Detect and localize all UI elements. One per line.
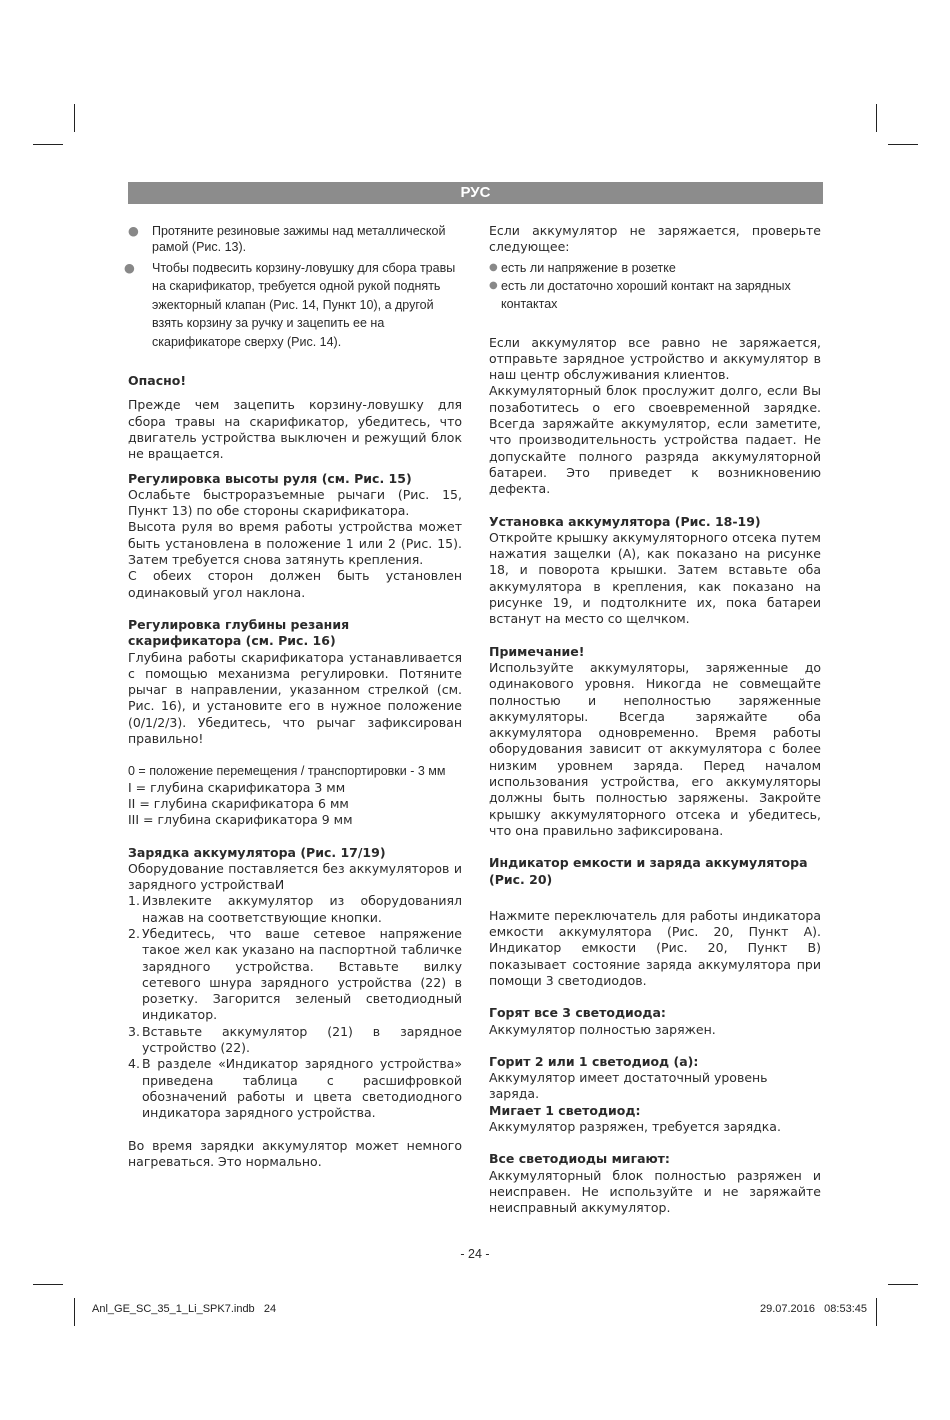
led-status-title: Мигает 1 светодиод:	[489, 1102, 641, 1118]
list-item: ● есть ли напряжение в розетке	[489, 260, 676, 275]
crop-mark	[876, 104, 877, 132]
danger-title: Опасно!	[128, 373, 187, 389]
position-item: III = глубина скарификатора 9 мм	[128, 812, 353, 828]
led-status-title: Горит 2 или 1 светодиод (а):	[489, 1053, 699, 1069]
section-title-install: Установка аккумулятора (Рис. 18-19)	[489, 513, 761, 529]
paragraph: Во время зарядки аккумулятор может немного нагреваться. Это нормально.	[128, 1137, 462, 1169]
paragraph: Используйте аккумуляторы, заряженные до одинакового уровня. Никогда не совмещайте полностью и неполностью заряженные аккумуляторы. Всегда заряжайте оба аккумулятора одновременно. Время работы оборудования зависит от аккумулятора с более низким уровнем заряда. Перед началом использования устройства, его аккумуляторы должны быть полностью заряжены. Закройте крышку аккумуляторного отсека и убедитесь, что она правильно зафиксирована.	[489, 659, 821, 838]
led-status-text: Аккумулятор разряжен, требуется зарядка.	[489, 1119, 781, 1135]
note-title: Примечание!	[489, 643, 585, 659]
section-title-depth: Регулировка глубины резания скарификатора (см. Рис. 16)	[128, 616, 350, 649]
crop-mark	[74, 104, 75, 132]
section-title-charge: Зарядка аккумулятора (Рис. 17/19)	[128, 844, 386, 860]
list-item: ● Чтобы подвесить корзину-ловушку для сбора травы на скарификатор, требуется одной рукой поднять эжекторный клапан (Рис. 14, Пункт 10), а другой взять корзину за ручку и зацепить ее на скарификаторе сверху (Рис. 14).	[124, 259, 456, 349]
paragraph: Если аккумулятор не заряжается, проверьте следующее:	[489, 223, 821, 255]
print-datetime: 29.07.2016 08:53:45	[759, 1303, 867, 1315]
language-header: РУС	[128, 182, 823, 204]
left-column	[124, 223, 462, 1170]
list-item: 3. Вставьте аккумулятор (21) в зарядное устройство (22).	[128, 1023, 462, 1056]
paragraph: Ослабьте быстроразъемные рычаги (Рис. 15, Пункт 13) по обе стороны скарификатора.	[128, 486, 462, 519]
paragraph: Глубина работы скарификатора устанавливается с помощью механизма регулировки. Потяните рычаг в направлении, указанном стрелкой (см. Рис. 16), и установите его в нужное положение (0/1/2/3). Убедитесь, что рычаг зафиксирован правильно!	[128, 649, 462, 747]
danger-text: Прежде чем зацепить корзину-ловушку для сбора травы на скарификатор, убедитесь, что двигатель устройства выключен и режущий блок не вращается.	[128, 397, 462, 462]
crop-mark	[33, 144, 63, 145]
bullet-icon: ●	[489, 261, 498, 273]
section-title-handle: Регулировка высоты руля (см. Рис. 15)	[128, 470, 412, 486]
led-status-title: Горят все 3 светодиода:	[489, 1005, 666, 1021]
list-item: 2. Убедитесь, что ваше сетевое напряжение такое жел как указано на паспортной табличке зарядного устройства. Вставьте вилку сетевого шнура зарядного устройства (22) в розетку. Загорится зеленый светодиодный индикатор.	[128, 926, 462, 1023]
bullet-icon: ●	[124, 259, 135, 275]
position-item: I = глубина скарификатора 3 мм	[128, 779, 346, 795]
paragraph: Если аккумулятор все равно не заряжается, отправьте зарядное устройство и аккумулятор в наш центр обслуживания клиентов.	[489, 334, 821, 383]
led-status-text: Аккумуляторный блок полностью разряжен и неисправен. Не используйте и не заряжайте неисправный аккумулятор.	[489, 1167, 821, 1216]
list-item: ● есть ли достаточно хороший контакт на зарядных контактах	[489, 278, 791, 311]
paragraph: Высота руля во время работы устройства может быть установлена в положение 1 или 2 (Рис. 15). Затем требуется снова затянуть крепления.	[128, 519, 462, 568]
led-status-text: Аккумулятор полностью заряжен.	[489, 1021, 716, 1037]
bullet-icon: ●	[489, 279, 498, 291]
crop-mark	[888, 1284, 918, 1285]
led-status-title: Все светодиоды мигают:	[489, 1151, 670, 1167]
crop-mark	[33, 1284, 63, 1285]
crop-mark	[74, 1298, 75, 1326]
paragraph: Нажмите переключатель для работы индикатора емкости аккумулятора (Рис. 20, Пункт А). Индикатор емкости (Рис. 20, Пункт В) показывает состояние заряда аккумулятора при помощи 3 светодиодов.	[489, 907, 821, 988]
right-column	[489, 223, 821, 1217]
list-item: 1. Извлеките аккумулятор из оборудованиял нажав на соответствующие кнопки.	[128, 893, 462, 925]
position-item: II = глубина скарификатора 6 мм	[128, 795, 349, 811]
position-item: 0 = положение перемещения / транспортировки - 3 мм	[128, 764, 446, 779]
paragraph: Оборудование поставляется без аккумуляторов и зарядного устройстваИ	[128, 860, 462, 893]
led-status-text: Аккумулятор имеет достаточный уровень заряда.	[489, 1070, 768, 1102]
paragraph: С обеих сторон должен быть установлен одинаковый угол наклона.	[128, 568, 462, 600]
crop-mark	[888, 144, 918, 145]
list-item: 4. В разделе «Индикатор зарядного устройства» приведена таблица с расшифровкой обозначений работы и цвета светодиодного индикатора зарядного устройства.	[128, 1056, 462, 1121]
bullet-icon: ●	[128, 223, 139, 238]
file-name: Anl_GE_SC_35_1_Li_SPK7.indb 24	[92, 1303, 277, 1315]
page-number: - 24 -	[460, 1247, 490, 1261]
paragraph: Откройте крышку аккумуляторного отсека путем нажатия защелки (А), как показано на рисунке 18, и поворота крышки. Затем вставьте оба аккумулятора в крепления, как показано на рисунке 19, и подтолкните их, пока батареи встанут на место со щелчком.	[489, 529, 821, 627]
section-title-indicator: Индикатор емкости и заряда аккумулятора (Рис. 20)	[489, 855, 808, 887]
paragraph: Аккумуляторный блок прослужит долго, если Вы позаботитесь о его своевременной зарядке. Всегда заряжайте аккумулятор, если заметите, что производительность устройства падает. Не допускайте полного разряда аккумуляторной батареи. Это приведет к возникновению дефекта.	[489, 383, 821, 497]
list-item: ● Протяните резиновые зажимы над металлической рамой (Рис. 13).	[128, 223, 446, 255]
crop-mark	[876, 1298, 877, 1326]
